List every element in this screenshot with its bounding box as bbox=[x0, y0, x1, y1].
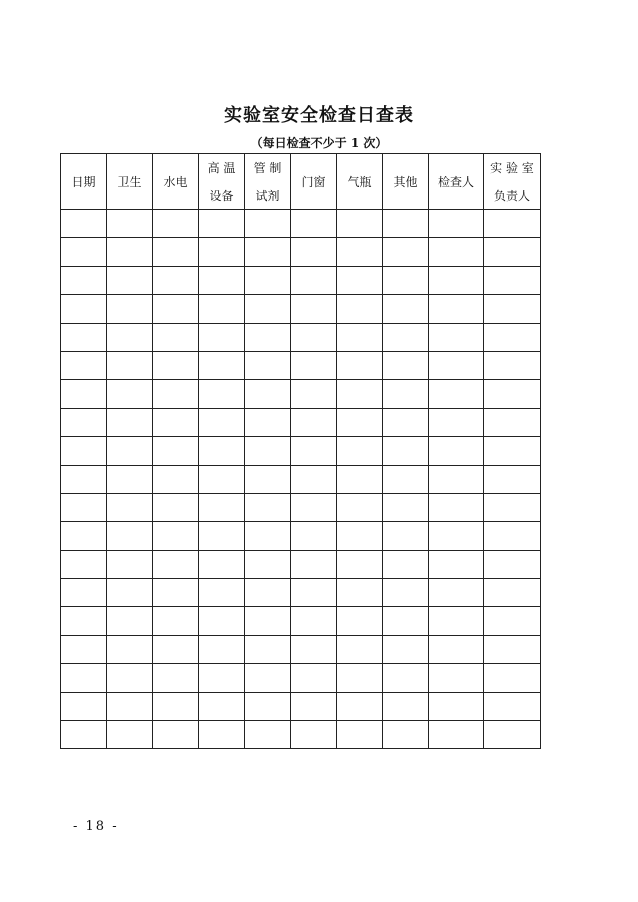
table-cell[interactable] bbox=[61, 238, 107, 266]
table-cell[interactable] bbox=[107, 210, 153, 238]
table-cell[interactable] bbox=[484, 210, 541, 238]
table-cell[interactable] bbox=[291, 635, 337, 663]
table-cell[interactable] bbox=[383, 692, 429, 720]
table-cell[interactable] bbox=[484, 323, 541, 351]
table-cell[interactable] bbox=[61, 380, 107, 408]
header-gas-cylinders: 气瓶 bbox=[337, 154, 383, 210]
table-cell[interactable] bbox=[429, 607, 484, 635]
table-cell[interactable] bbox=[245, 635, 291, 663]
table-cell[interactable] bbox=[484, 550, 541, 578]
table-row bbox=[61, 635, 541, 663]
table-cell[interactable] bbox=[107, 380, 153, 408]
table-cell[interactable] bbox=[429, 238, 484, 266]
table-cell[interactable] bbox=[153, 266, 199, 294]
table-cell[interactable] bbox=[153, 351, 199, 379]
table-cell[interactable] bbox=[337, 465, 383, 493]
table-cell[interactable] bbox=[153, 380, 199, 408]
table-cell[interactable] bbox=[199, 692, 245, 720]
table-cell[interactable] bbox=[337, 607, 383, 635]
inspection-table bbox=[60, 153, 541, 749]
table-cell[interactable] bbox=[107, 635, 153, 663]
header-high-temp-line2: 设备 bbox=[209, 188, 234, 203]
table-cell[interactable] bbox=[429, 351, 484, 379]
table-cell[interactable] bbox=[429, 522, 484, 550]
table-cell[interactable] bbox=[61, 210, 107, 238]
table-cell[interactable] bbox=[291, 323, 337, 351]
table-cell[interactable] bbox=[383, 323, 429, 351]
table-cell[interactable] bbox=[429, 465, 484, 493]
table-cell[interactable] bbox=[107, 295, 153, 323]
table-cell[interactable] bbox=[107, 266, 153, 294]
table-cell[interactable] bbox=[153, 493, 199, 521]
table-cell[interactable] bbox=[199, 522, 245, 550]
table-cell[interactable] bbox=[61, 266, 107, 294]
table-cell[interactable] bbox=[153, 465, 199, 493]
table-cell[interactable] bbox=[61, 635, 107, 663]
table-cell[interactable] bbox=[153, 550, 199, 578]
table-cell[interactable] bbox=[245, 380, 291, 408]
table-cell[interactable] bbox=[153, 210, 199, 238]
table-cell[interactable] bbox=[153, 437, 199, 465]
header-date: 日期 bbox=[61, 154, 107, 210]
page-title: 实验室安全检查日查表 bbox=[224, 105, 414, 126]
table-row bbox=[61, 408, 541, 436]
table-cell[interactable] bbox=[61, 437, 107, 465]
table-cell[interactable] bbox=[484, 692, 541, 720]
table-cell[interactable] bbox=[429, 323, 484, 351]
table-cell[interactable] bbox=[291, 550, 337, 578]
table-cell[interactable] bbox=[383, 295, 429, 323]
table-row bbox=[61, 437, 541, 465]
table-cell[interactable] bbox=[245, 465, 291, 493]
page-subtitle: （每日检查不少于 1 次） bbox=[250, 136, 388, 150]
table-cell[interactable] bbox=[61, 295, 107, 323]
table-cell[interactable] bbox=[484, 607, 541, 635]
table-cell[interactable] bbox=[107, 465, 153, 493]
table-cell[interactable] bbox=[291, 721, 337, 749]
table-cell[interactable] bbox=[484, 266, 541, 294]
table-cell[interactable] bbox=[245, 238, 291, 266]
table-cell[interactable] bbox=[61, 692, 107, 720]
table-cell[interactable] bbox=[291, 351, 337, 379]
table-cell[interactable] bbox=[153, 692, 199, 720]
table-cell[interactable] bbox=[61, 465, 107, 493]
table-row bbox=[61, 210, 541, 238]
table-body bbox=[61, 210, 541, 749]
table-row bbox=[61, 607, 541, 635]
table-cell[interactable] bbox=[107, 664, 153, 692]
table-cell[interactable] bbox=[61, 522, 107, 550]
table-cell[interactable] bbox=[429, 635, 484, 663]
table-cell[interactable] bbox=[245, 721, 291, 749]
table-cell[interactable] bbox=[245, 692, 291, 720]
table-row bbox=[61, 579, 541, 607]
header-lab-manager bbox=[484, 154, 541, 210]
table-cell[interactable] bbox=[429, 664, 484, 692]
table-cell[interactable] bbox=[383, 408, 429, 436]
table-cell[interactable] bbox=[61, 607, 107, 635]
table-cell[interactable] bbox=[245, 295, 291, 323]
table-cell[interactable] bbox=[429, 692, 484, 720]
header-lab-manager-line2: 负责人 bbox=[493, 188, 530, 203]
table-cell[interactable] bbox=[337, 550, 383, 578]
table-cell[interactable] bbox=[337, 266, 383, 294]
table-cell[interactable] bbox=[245, 323, 291, 351]
table-cell[interactable] bbox=[199, 238, 245, 266]
table-cell[interactable] bbox=[245, 493, 291, 521]
table-cell[interactable] bbox=[429, 380, 484, 408]
table-cell[interactable] bbox=[153, 635, 199, 663]
table-cell[interactable] bbox=[107, 579, 153, 607]
table-cell[interactable] bbox=[291, 266, 337, 294]
table-cell[interactable] bbox=[484, 721, 541, 749]
table-cell[interactable] bbox=[291, 465, 337, 493]
table-cell[interactable] bbox=[484, 380, 541, 408]
table-cell[interactable] bbox=[383, 266, 429, 294]
table-cell[interactable] bbox=[337, 635, 383, 663]
table-cell[interactable] bbox=[153, 408, 199, 436]
table-cell[interactable] bbox=[199, 295, 245, 323]
table-row bbox=[61, 295, 541, 323]
table-cell[interactable] bbox=[199, 550, 245, 578]
table-cell[interactable] bbox=[61, 664, 107, 692]
table-row bbox=[61, 522, 541, 550]
header-controlled-line2: 试剂 bbox=[255, 188, 280, 203]
table-cell[interactable] bbox=[153, 721, 199, 749]
table-cell[interactable] bbox=[199, 607, 245, 635]
table-cell[interactable] bbox=[337, 664, 383, 692]
table-cell[interactable] bbox=[291, 238, 337, 266]
table-cell[interactable] bbox=[199, 437, 245, 465]
table-cell[interactable] bbox=[383, 465, 429, 493]
header-controlled-line1: 管 制 bbox=[253, 160, 282, 175]
table-cell[interactable] bbox=[199, 351, 245, 379]
table-cell[interactable] bbox=[245, 664, 291, 692]
table-cell[interactable] bbox=[107, 238, 153, 266]
table-cell[interactable] bbox=[383, 579, 429, 607]
table-cell[interactable] bbox=[291, 692, 337, 720]
table-cell[interactable] bbox=[199, 323, 245, 351]
table-row bbox=[61, 721, 541, 749]
header-high-temp-line1: 高 温 bbox=[207, 160, 236, 175]
table-row bbox=[61, 351, 541, 379]
table-cell[interactable] bbox=[429, 408, 484, 436]
header-inspector: 检查人 bbox=[429, 154, 484, 210]
table-cell[interactable] bbox=[291, 380, 337, 408]
table-cell[interactable] bbox=[383, 664, 429, 692]
table-cell[interactable] bbox=[337, 210, 383, 238]
table-cell[interactable] bbox=[484, 664, 541, 692]
table-cell[interactable] bbox=[383, 607, 429, 635]
table-cell[interactable] bbox=[153, 323, 199, 351]
table-cell[interactable] bbox=[199, 266, 245, 294]
table-cell[interactable] bbox=[245, 522, 291, 550]
table-cell[interactable] bbox=[484, 522, 541, 550]
table-row bbox=[61, 664, 541, 692]
table-cell[interactable] bbox=[383, 210, 429, 238]
table-cell[interactable] bbox=[107, 408, 153, 436]
table-cell[interactable] bbox=[337, 493, 383, 521]
table-cell[interactable] bbox=[484, 408, 541, 436]
table-cell[interactable] bbox=[291, 408, 337, 436]
table-cell[interactable] bbox=[337, 579, 383, 607]
table-row bbox=[61, 692, 541, 720]
table-cell[interactable] bbox=[337, 721, 383, 749]
table-cell[interactable] bbox=[291, 210, 337, 238]
table-cell[interactable] bbox=[383, 493, 429, 521]
table-cell[interactable] bbox=[199, 664, 245, 692]
table-cell[interactable] bbox=[484, 351, 541, 379]
table-cell[interactable] bbox=[153, 607, 199, 635]
table-cell[interactable] bbox=[107, 522, 153, 550]
header-high-temp-equipment bbox=[199, 154, 245, 210]
table-cell[interactable] bbox=[337, 437, 383, 465]
table-header-row bbox=[61, 154, 541, 210]
table-cell[interactable] bbox=[291, 437, 337, 465]
table-cell[interactable] bbox=[383, 635, 429, 663]
table-cell[interactable] bbox=[429, 493, 484, 521]
table-cell[interactable] bbox=[383, 238, 429, 266]
table-cell[interactable] bbox=[429, 437, 484, 465]
table-cell[interactable] bbox=[61, 550, 107, 578]
table-cell[interactable] bbox=[337, 238, 383, 266]
table-cell[interactable] bbox=[199, 465, 245, 493]
table-cell[interactable] bbox=[429, 266, 484, 294]
header-hygiene: 卫生 bbox=[107, 154, 153, 210]
table-cell[interactable] bbox=[484, 465, 541, 493]
table-cell[interactable] bbox=[199, 380, 245, 408]
table-cell[interactable] bbox=[107, 692, 153, 720]
table-cell[interactable] bbox=[383, 550, 429, 578]
table-cell[interactable] bbox=[61, 721, 107, 749]
table-cell[interactable] bbox=[245, 408, 291, 436]
table-cell[interactable] bbox=[383, 522, 429, 550]
table-row bbox=[61, 550, 541, 578]
table-cell[interactable] bbox=[291, 493, 337, 521]
table-cell[interactable] bbox=[337, 295, 383, 323]
table-cell[interactable] bbox=[337, 692, 383, 720]
table-cell[interactable] bbox=[199, 493, 245, 521]
table-cell[interactable] bbox=[107, 437, 153, 465]
table-cell[interactable] bbox=[429, 210, 484, 238]
table-cell[interactable] bbox=[199, 635, 245, 663]
table-cell[interactable] bbox=[484, 635, 541, 663]
table-cell[interactable] bbox=[291, 522, 337, 550]
table-cell[interactable] bbox=[107, 550, 153, 578]
table-cell[interactable] bbox=[429, 295, 484, 323]
table-cell[interactable] bbox=[61, 323, 107, 351]
table-cell[interactable] bbox=[153, 522, 199, 550]
page-number: - 18 - bbox=[73, 819, 119, 834]
table-cell[interactable] bbox=[484, 238, 541, 266]
table-cell[interactable] bbox=[337, 380, 383, 408]
table-cell[interactable] bbox=[484, 579, 541, 607]
table-cell[interactable] bbox=[383, 437, 429, 465]
table-cell[interactable] bbox=[245, 550, 291, 578]
header-doors-windows: 门窗 bbox=[291, 154, 337, 210]
table-cell[interactable] bbox=[337, 408, 383, 436]
table-cell[interactable] bbox=[107, 351, 153, 379]
table-cell[interactable] bbox=[199, 579, 245, 607]
table-cell[interactable] bbox=[383, 351, 429, 379]
table-cell[interactable] bbox=[291, 579, 337, 607]
table-cell[interactable] bbox=[199, 721, 245, 749]
table-cell[interactable] bbox=[153, 664, 199, 692]
table-cell[interactable] bbox=[245, 607, 291, 635]
table-cell[interactable] bbox=[153, 238, 199, 266]
header-other: 其他 bbox=[383, 154, 429, 210]
table-row bbox=[61, 380, 541, 408]
table-cell[interactable] bbox=[484, 295, 541, 323]
table-cell[interactable] bbox=[429, 721, 484, 749]
header-controlled-reagents bbox=[245, 154, 291, 210]
table-cell[interactable] bbox=[153, 579, 199, 607]
table-cell[interactable] bbox=[383, 721, 429, 749]
table-cell[interactable] bbox=[107, 323, 153, 351]
table-cell[interactable] bbox=[61, 408, 107, 436]
table-cell[interactable] bbox=[107, 721, 153, 749]
table-cell[interactable] bbox=[61, 579, 107, 607]
table-row bbox=[61, 238, 541, 266]
header-lab-manager-line1: 实 验 室 bbox=[490, 160, 534, 175]
table-cell[interactable] bbox=[245, 579, 291, 607]
table-cell[interactable] bbox=[61, 493, 107, 521]
table-cell[interactable] bbox=[199, 408, 245, 436]
table-cell[interactable] bbox=[337, 323, 383, 351]
table-row bbox=[61, 465, 541, 493]
table-cell[interactable] bbox=[199, 210, 245, 238]
table-cell[interactable] bbox=[484, 493, 541, 521]
table-cell[interactable] bbox=[245, 210, 291, 238]
table-cell[interactable] bbox=[291, 607, 337, 635]
table-cell[interactable] bbox=[337, 522, 383, 550]
table-cell[interactable] bbox=[484, 437, 541, 465]
table-cell[interactable] bbox=[153, 295, 199, 323]
table-cell[interactable] bbox=[337, 351, 383, 379]
table-cell[interactable] bbox=[107, 493, 153, 521]
table-cell[interactable] bbox=[429, 579, 484, 607]
table-cell[interactable] bbox=[245, 266, 291, 294]
table-cell[interactable] bbox=[245, 437, 291, 465]
table-cell[interactable] bbox=[429, 550, 484, 578]
header-water-electricity: 水电 bbox=[153, 154, 199, 210]
table-row bbox=[61, 266, 541, 294]
table-row bbox=[61, 493, 541, 521]
table-row bbox=[61, 323, 541, 351]
table-cell[interactable] bbox=[61, 351, 107, 379]
table-cell[interactable] bbox=[291, 295, 337, 323]
table-cell[interactable] bbox=[383, 380, 429, 408]
table-cell[interactable] bbox=[245, 351, 291, 379]
table-cell[interactable] bbox=[107, 607, 153, 635]
table-cell[interactable] bbox=[291, 664, 337, 692]
